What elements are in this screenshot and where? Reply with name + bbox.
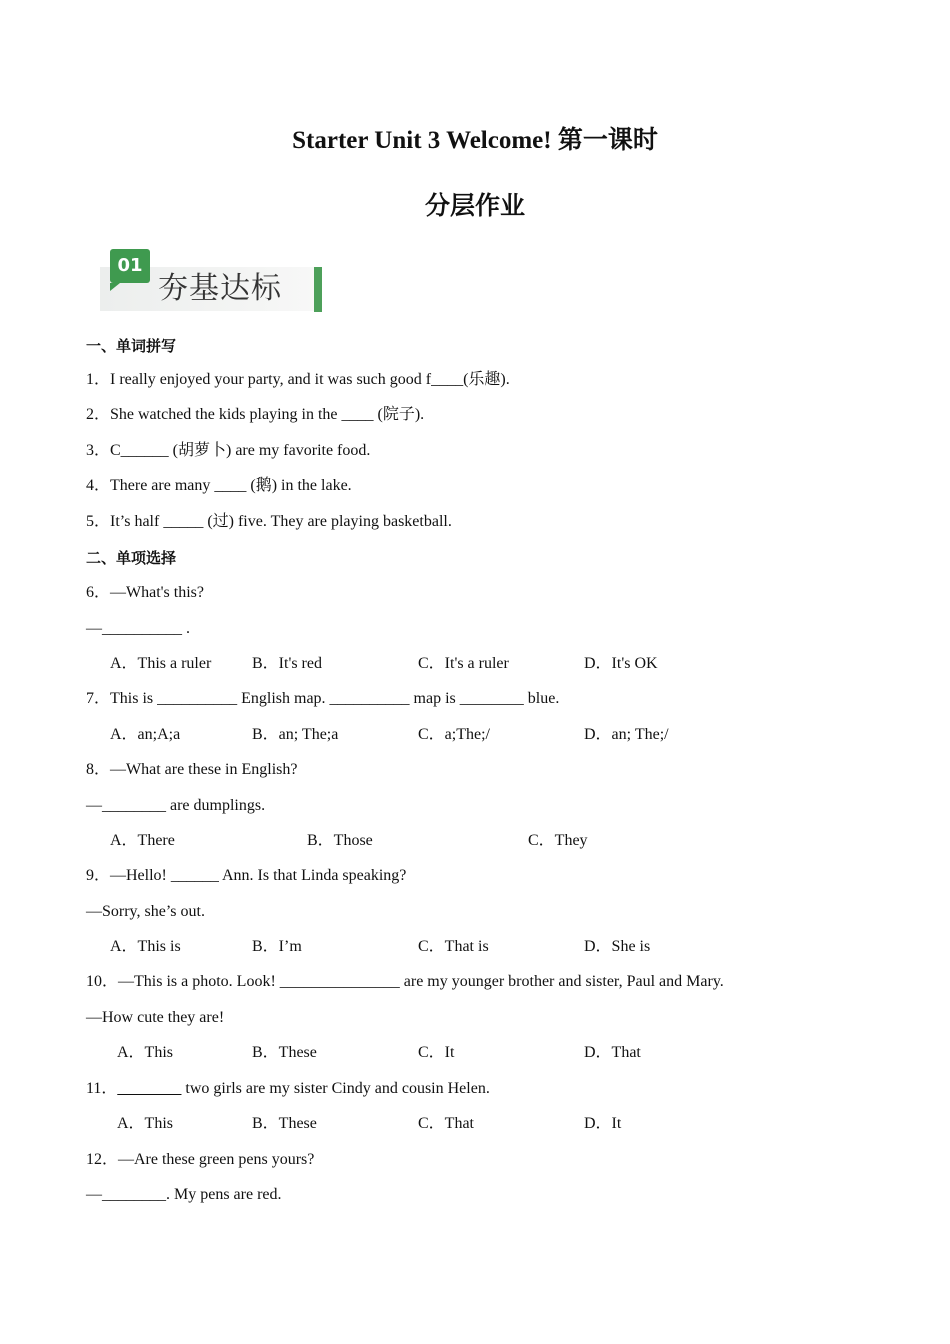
q7-option-b: B．an; The;a [252, 726, 339, 743]
q11-blank: ________ [117, 1080, 182, 1097]
q10-option-a: A．This [117, 1044, 174, 1061]
q11-option-a: A．This [117, 1115, 174, 1132]
question-12-stem: 12．—Are these green pens yours? [86, 1151, 315, 1168]
question-8-reply: —________ are dumplings. [86, 797, 266, 814]
q7-option-c: C．a;The;/ [418, 726, 490, 743]
q8-option-a: A．There [110, 832, 175, 849]
section-heading-choice: 二、单项选择 [86, 549, 177, 567]
q9-option-b: B．I’m [252, 938, 302, 955]
page-title: Starter Unit 3 Welcome! 第一课时 [292, 127, 658, 154]
question-2: 2．She watched the kids playing in the ____ (院子). [86, 406, 425, 423]
question-8-stem: 8．—What are these in English? [86, 761, 298, 778]
banner-accent-bar [314, 267, 322, 312]
question-12-reply: —________. My pens are red. [86, 1186, 282, 1203]
section-badge-icon: 01 [110, 249, 150, 283]
q11-text: two girls are my sister Cindy and cousin Helen. [181, 1080, 490, 1097]
q7-option-a: A．an;A;a [110, 726, 181, 743]
question-9-stem: 9．—Hello! ______ Ann. Is that Linda speaking? [86, 867, 407, 884]
q11-number: 11． [86, 1080, 118, 1097]
q10-option-c: C．It [418, 1044, 455, 1061]
q8-option-c: C．They [528, 832, 588, 849]
q9-option-a: A．This is [110, 938, 181, 955]
q7-option-d: D．an; The;/ [584, 726, 669, 743]
q6-option-a: A．This a ruler [110, 655, 212, 672]
question-9-reply: —Sorry, she’s out. [86, 903, 205, 920]
q10-option-b: B．These [252, 1044, 317, 1061]
banner-label: 夯基达标 [158, 271, 282, 306]
question-10-stem: 10．—This is a photo. Look! _______________ are my younger brother and sister, Paul and Mary. [86, 973, 724, 990]
q6-option-c: C．It's a ruler [418, 655, 509, 672]
section-banner [98, 247, 324, 313]
question-5: 5．It’s half _____ (过) five. They are playing basketball. [86, 513, 452, 530]
question-4: 4．There are many ____ (鹅) in the lake. [86, 477, 352, 494]
question-1: 1．I really enjoyed your party, and it was such good f____(乐趣). [86, 371, 510, 388]
question-7-stem: 7．This is __________ English map. __________ map is ________ blue. [86, 690, 560, 707]
q6-option-d: D．It's OK [584, 655, 658, 672]
page-subtitle: 分层作业 [424, 193, 525, 220]
q9-option-d: D．She is [584, 938, 651, 955]
question-10-reply: —How cute they are! [86, 1009, 225, 1026]
q11-option-c: C．That [418, 1115, 474, 1132]
q6-option-b: B．It's red [252, 655, 322, 672]
q11-option-d: D．It [584, 1115, 622, 1132]
q9-option-c: C．That is [418, 938, 489, 955]
q8-option-b: B．Those [307, 832, 373, 849]
question-11-stem [86, 1079, 490, 1099]
question-3: 3．C______ (胡萝卜) are my favorite food. [86, 442, 371, 459]
question-6-reply: —__________ . [86, 620, 190, 637]
section-heading-spelling: 一、单词拼写 [86, 337, 177, 355]
q10-option-d: D．That [584, 1044, 641, 1061]
q11-option-b: B．These [252, 1115, 317, 1132]
question-6-stem: 6．—What's this? [86, 584, 204, 601]
